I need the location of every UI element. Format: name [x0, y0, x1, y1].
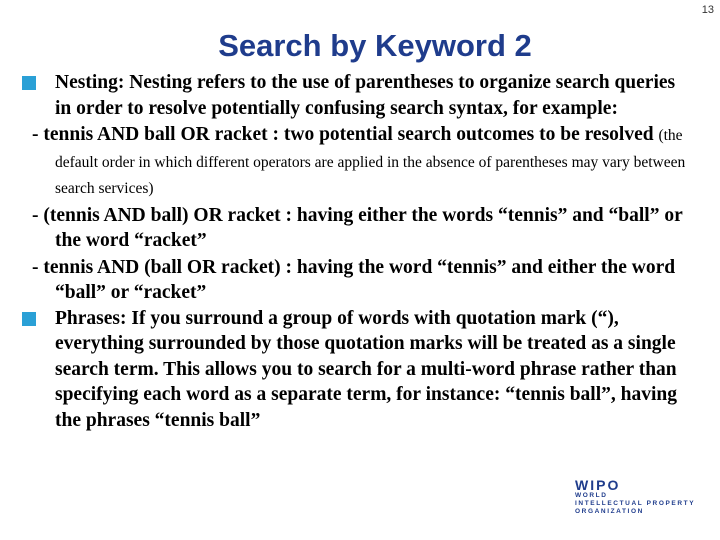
example-2 — [22, 203, 692, 254]
wipo-org-line-2: INTELLECTUAL PROPERTY — [575, 500, 696, 507]
bullet-nesting — [22, 70, 692, 121]
phrases-text: Phrases: If you surround a group of words with quotation mark (“), everything surrounded by those quotation marks will be treated as a single search term. This allows you to search for a multi-word phrase rather than specifying each word as a separate term, for instance: “tennis ball”, having the phrases “tennis ball” — [55, 307, 677, 431]
example-3 — [22, 255, 692, 306]
nesting-text: Nesting: Nesting refers to the use of parentheses to organize search queries in order to resolve potentially confusing search syntax, for example: — [55, 72, 676, 119]
bullet-phrases — [22, 306, 692, 434]
example-3-text: - tennis AND (ball OR racket) : having the word “tennis” and either the word “ball” or “racket” — [32, 256, 676, 303]
wipo-org-line-3: ORGANIZATION — [575, 508, 644, 515]
example-1 — [22, 122, 692, 202]
square-bullet-icon — [22, 76, 36, 90]
wipo-logo — [575, 478, 715, 538]
square-bullet-icon — [22, 312, 36, 326]
example-1-note: (the default order in which different operators are applied in the absence of parentheses may vary between search services) — [55, 127, 686, 197]
example-2-text: - (tennis AND ball) OR racket : having either the words “tennis” and “ball” or the word “racket” — [32, 204, 683, 251]
example-1-text: - tennis AND ball OR racket : two potential search outcomes to be resolved — [32, 124, 659, 145]
page-number: 13 — [701, 4, 714, 16]
slide-title: Search by Keyword 2 — [218, 28, 532, 63]
wipo-org-line-1: WORLD — [575, 492, 608, 499]
wipo-logo-name: WIPO — [575, 477, 621, 493]
slide-body — [22, 70, 692, 433]
